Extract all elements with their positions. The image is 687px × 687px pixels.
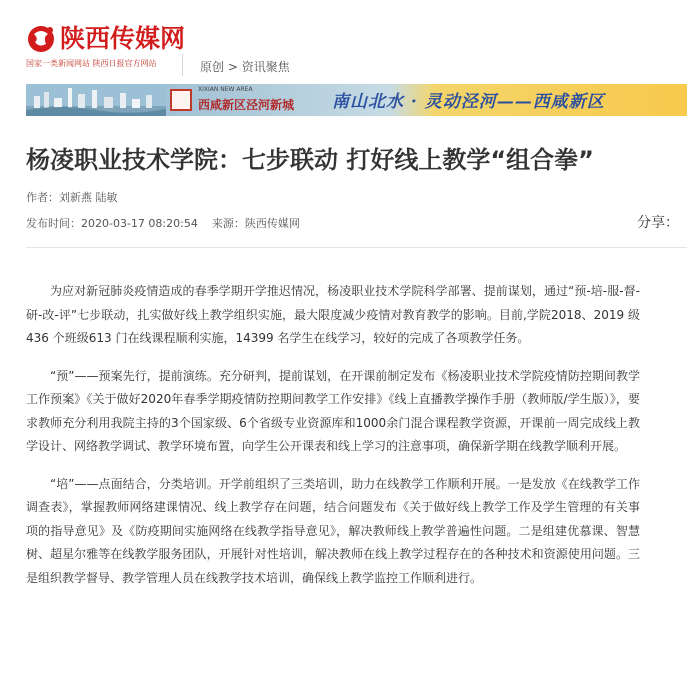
breadcrumb [200,58,290,75]
banner-slogan: 南山北水 · 灵动泾河——西咸新区 [332,92,605,112]
breadcrumb-item-news-focus[interactable]: 资讯聚焦 [241,60,290,74]
ad-banner[interactable] [26,84,687,116]
banner-label: 西咸新区泾河新城 [198,98,295,112]
article-source: 来源：陕西传媒网 [211,217,300,230]
site-slogan: 国家一类新闻网站 陕西日报官方网站 [26,59,157,68]
site-header [0,0,687,80]
article-paragraph: “培”——点面结合，分类培训。开学前组织了三类培训，助力在线教学工作顺利开展。一是发放《在线教学工作调查表》，掌握教师网络建课情况、线上教学存在问题，结合问题发布《关于做好线上教学工作及学生管理的有关事项的指导意见》及《防疫期间实施网络在线教学指导意见》，解决教师线上教学普遍性问题。二是组建优慕课、智慧树、超星尔雅等在线教学服务团队，开展针对性培训，解决教师在线上教学过程存在的各种技术和资源使用问题。三是组织教学督导、教学管理人员在线教学技术培训，确保线上教学监控工作顺利进行。 [26,476,640,585]
site-logo-icon [26,22,58,56]
article-title: 杨凌职业技术学院：七步联动 打好线上教学“组合拳” [26,146,594,174]
header-rule [26,247,687,248]
district-logo-icon [170,89,192,111]
article-author: 作者：刘新燕 陆敏 [26,191,118,204]
article-body [26,280,640,604]
publish-time: 发布时间：2020-03-17 08:20:54 [26,217,198,230]
site-logo[interactable] [26,22,186,72]
banner-label-en: XIXIAN NEW AREA [198,86,253,93]
article-meta [26,215,300,231]
article-paragraph: 为应对新冠肺炎疫情造成的春季学期开学推迟情况，杨凌职业技术学院科学部署、提前谋划，通过“预-培-服-督-研-改-评”七步联动，扎实做好线上教学组织实施，最大限度减少疫情对教育教学的影响。目前,学院2018、2019 级436 个班级613 门在线课程顺利实施，14399 名学生在线学习，较好的完成了各项教学任务。 [26,284,640,345]
article-paragraph: “预”——预案先行，提前演练。充分研判，提前谋划，在开课前制定发布《杨凌职业技术学院疫情防控期间教学工作预案》《关于做好2020年春季学期疫情防控期间教学工作安排》《线上直播教学操作手册（教师版/学生版）》，要求教师充分利用我院主持的3个国家级、6个省级专业资源库和1000余门混合课程教学资源，开课前一周完成线上教学设计、网络教学调试、教学环境布置，向学生公开课表和线上学习的注意事项，确保新学期在线教学顺利开展。 [26,368,640,453]
share-label[interactable]: 分享： [637,215,679,231]
breadcrumb-item-original[interactable]: 原创 [200,60,225,74]
city-skyline-image [26,84,166,116]
header-divider [182,54,183,76]
site-logo-text: 陕西传媒网 [60,24,186,53]
breadcrumb-separator: > [227,60,238,74]
